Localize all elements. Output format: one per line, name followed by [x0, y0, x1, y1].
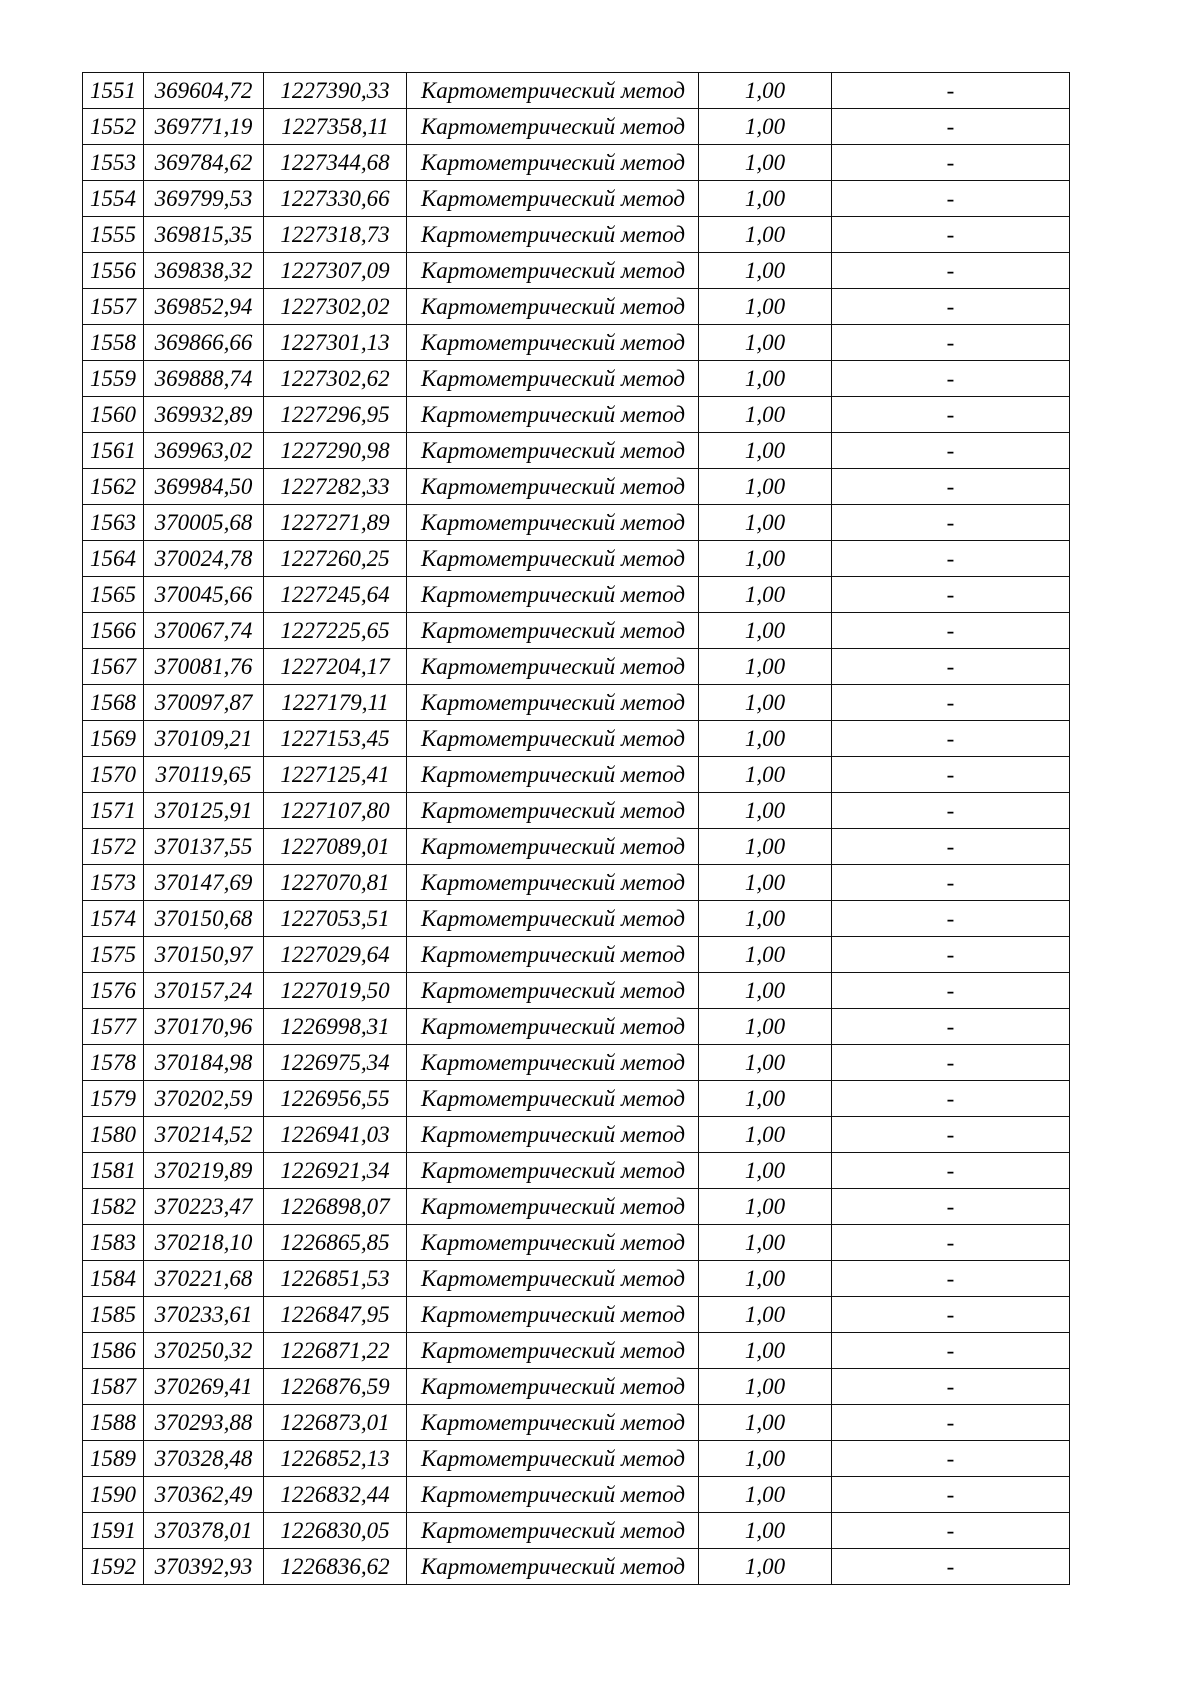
- table-row: [83, 397, 1070, 433]
- coordinate-x-cell: 370250,32: [144, 1333, 264, 1369]
- coordinate-y-cell: 1227271,89: [264, 505, 407, 541]
- description-cell: -: [832, 1081, 1070, 1117]
- coordinate-x-cell: 370362,49: [144, 1477, 264, 1513]
- description-cell: -: [832, 109, 1070, 145]
- coordinate-y-cell: 1226876,59: [264, 1369, 407, 1405]
- table-row: [83, 1261, 1070, 1297]
- method-cell: Картометрический метод: [407, 433, 699, 469]
- method-cell: Картометрический метод: [407, 1549, 699, 1585]
- point-number-cell: 1551: [83, 73, 144, 109]
- table-row: [83, 1009, 1070, 1045]
- precision-cell: 1,00: [699, 829, 832, 865]
- point-number-cell: 1583: [83, 1225, 144, 1261]
- coordinate-y-cell: 1227358,11: [264, 109, 407, 145]
- method-cell: Картометрический метод: [407, 253, 699, 289]
- point-number-cell: 1582: [83, 1189, 144, 1225]
- precision-cell: 1,00: [699, 109, 832, 145]
- coordinate-y-cell: 1226865,85: [264, 1225, 407, 1261]
- precision-cell: 1,00: [699, 1045, 832, 1081]
- description-cell: -: [832, 253, 1070, 289]
- precision-cell: 1,00: [699, 289, 832, 325]
- coordinate-x-cell: 369838,32: [144, 253, 264, 289]
- method-cell: Картометрический метод: [407, 1405, 699, 1441]
- precision-cell: 1,00: [699, 1477, 832, 1513]
- coordinate-x-cell: 370221,68: [144, 1261, 264, 1297]
- coordinate-y-cell: 1227245,64: [264, 577, 407, 613]
- point-number-cell: 1585: [83, 1297, 144, 1333]
- coordinate-x-cell: 370147,69: [144, 865, 264, 901]
- coordinate-y-cell: 1226975,34: [264, 1045, 407, 1081]
- coordinate-x-cell: 370269,41: [144, 1369, 264, 1405]
- coordinate-x-cell: 370119,65: [144, 757, 264, 793]
- table-row: [83, 109, 1070, 145]
- coordinate-y-cell: 1226921,34: [264, 1153, 407, 1189]
- point-number-cell: 1555: [83, 217, 144, 253]
- method-cell: Картометрический метод: [407, 1369, 699, 1405]
- coordinate-x-cell: 369888,74: [144, 361, 264, 397]
- precision-cell: 1,00: [699, 1369, 832, 1405]
- table-row: [83, 505, 1070, 541]
- coordinate-y-cell: 1226847,95: [264, 1297, 407, 1333]
- table-row: [83, 1477, 1070, 1513]
- coordinate-x-cell: 369866,66: [144, 325, 264, 361]
- method-cell: Картометрический метод: [407, 1477, 699, 1513]
- point-number-cell: 1561: [83, 433, 144, 469]
- coordinate-x-cell: 370005,68: [144, 505, 264, 541]
- method-cell: Картометрический метод: [407, 793, 699, 829]
- table-row: [83, 1297, 1070, 1333]
- description-cell: -: [832, 973, 1070, 1009]
- coordinates-table: [82, 72, 1070, 1585]
- table-row: [83, 1369, 1070, 1405]
- coordinate-x-cell: 370045,66: [144, 577, 264, 613]
- point-number-cell: 1569: [83, 721, 144, 757]
- point-number-cell: 1572: [83, 829, 144, 865]
- point-number-cell: 1562: [83, 469, 144, 505]
- method-cell: Картометрический метод: [407, 1513, 699, 1549]
- coordinate-y-cell: 1227290,98: [264, 433, 407, 469]
- point-number-cell: 1591: [83, 1513, 144, 1549]
- table-row: [83, 973, 1070, 1009]
- method-cell: Картометрический метод: [407, 73, 699, 109]
- method-cell: Картометрический метод: [407, 865, 699, 901]
- coordinate-y-cell: 1226941,03: [264, 1117, 407, 1153]
- coordinate-x-cell: 370202,59: [144, 1081, 264, 1117]
- table-row: [83, 1045, 1070, 1081]
- coordinate-y-cell: 1227260,25: [264, 541, 407, 577]
- coordinate-y-cell: 1227318,73: [264, 217, 407, 253]
- method-cell: Картометрический метод: [407, 1333, 699, 1369]
- point-number-cell: 1552: [83, 109, 144, 145]
- coordinate-x-cell: 370219,89: [144, 1153, 264, 1189]
- precision-cell: 1,00: [699, 1261, 832, 1297]
- point-number-cell: 1558: [83, 325, 144, 361]
- precision-cell: 1,00: [699, 685, 832, 721]
- table-row: [83, 433, 1070, 469]
- coordinate-y-cell: 1226851,53: [264, 1261, 407, 1297]
- method-cell: Картометрический метод: [407, 541, 699, 577]
- point-number-cell: 1580: [83, 1117, 144, 1153]
- point-number-cell: 1563: [83, 505, 144, 541]
- precision-cell: 1,00: [699, 1333, 832, 1369]
- table-row: [83, 1117, 1070, 1153]
- precision-cell: 1,00: [699, 217, 832, 253]
- precision-cell: 1,00: [699, 433, 832, 469]
- coordinate-y-cell: 1227302,02: [264, 289, 407, 325]
- method-cell: Картометрический метод: [407, 1153, 699, 1189]
- coordinate-x-cell: 370024,78: [144, 541, 264, 577]
- point-number-cell: 1575: [83, 937, 144, 973]
- description-cell: -: [832, 1477, 1070, 1513]
- table-row: [83, 1189, 1070, 1225]
- description-cell: -: [832, 1153, 1070, 1189]
- point-number-cell: 1587: [83, 1369, 144, 1405]
- coordinate-y-cell: 1227307,09: [264, 253, 407, 289]
- method-cell: Картометрический метод: [407, 901, 699, 937]
- point-number-cell: 1574: [83, 901, 144, 937]
- point-number-cell: 1578: [83, 1045, 144, 1081]
- description-cell: -: [832, 1189, 1070, 1225]
- description-cell: -: [832, 1225, 1070, 1261]
- table-row: [83, 253, 1070, 289]
- coordinate-y-cell: 1227204,17: [264, 649, 407, 685]
- table-row: [83, 469, 1070, 505]
- method-cell: Картометрический метод: [407, 973, 699, 1009]
- coordinate-x-cell: 369784,62: [144, 145, 264, 181]
- coordinate-y-cell: 1227301,13: [264, 325, 407, 361]
- description-cell: -: [832, 325, 1070, 361]
- point-number-cell: 1559: [83, 361, 144, 397]
- coordinate-y-cell: 1226832,44: [264, 1477, 407, 1513]
- description-cell: -: [832, 361, 1070, 397]
- description-cell: -: [832, 397, 1070, 433]
- point-number-cell: 1560: [83, 397, 144, 433]
- description-cell: -: [832, 1117, 1070, 1153]
- description-cell: -: [832, 1513, 1070, 1549]
- table-row: [83, 613, 1070, 649]
- precision-cell: 1,00: [699, 577, 832, 613]
- coordinate-x-cell: 370233,61: [144, 1297, 264, 1333]
- description-cell: -: [832, 1549, 1070, 1585]
- point-number-cell: 1554: [83, 181, 144, 217]
- coordinate-x-cell: 369932,89: [144, 397, 264, 433]
- table-row: [83, 1333, 1070, 1369]
- table-row: [83, 73, 1070, 109]
- description-cell: -: [832, 433, 1070, 469]
- precision-cell: 1,00: [699, 973, 832, 1009]
- precision-cell: 1,00: [699, 793, 832, 829]
- table-row: [83, 325, 1070, 361]
- coordinate-y-cell: 1226873,01: [264, 1405, 407, 1441]
- coordinate-x-cell: 370125,91: [144, 793, 264, 829]
- coordinate-y-cell: 1227153,45: [264, 721, 407, 757]
- description-cell: -: [832, 1261, 1070, 1297]
- precision-cell: 1,00: [699, 1405, 832, 1441]
- description-cell: -: [832, 505, 1070, 541]
- coordinate-y-cell: 1227029,64: [264, 937, 407, 973]
- coordinate-y-cell: 1227179,11: [264, 685, 407, 721]
- coordinate-x-cell: 370378,01: [144, 1513, 264, 1549]
- coordinate-y-cell: 1226898,07: [264, 1189, 407, 1225]
- precision-cell: 1,00: [699, 1441, 832, 1477]
- description-cell: -: [832, 1045, 1070, 1081]
- point-number-cell: 1589: [83, 1441, 144, 1477]
- coordinate-y-cell: 1227282,33: [264, 469, 407, 505]
- coordinate-x-cell: 370184,98: [144, 1045, 264, 1081]
- method-cell: Картометрический метод: [407, 577, 699, 613]
- description-cell: -: [832, 181, 1070, 217]
- description-cell: -: [832, 1441, 1070, 1477]
- coordinate-x-cell: 370150,97: [144, 937, 264, 973]
- description-cell: -: [832, 937, 1070, 973]
- precision-cell: 1,00: [699, 1549, 832, 1585]
- coordinate-x-cell: 370150,68: [144, 901, 264, 937]
- table-row: [83, 289, 1070, 325]
- description-cell: -: [832, 649, 1070, 685]
- coordinate-y-cell: 1227107,80: [264, 793, 407, 829]
- coordinate-x-cell: 370097,87: [144, 685, 264, 721]
- table-row: [83, 721, 1070, 757]
- precision-cell: 1,00: [699, 1081, 832, 1117]
- point-number-cell: 1584: [83, 1261, 144, 1297]
- precision-cell: 1,00: [699, 937, 832, 973]
- coordinate-y-cell: 1227070,81: [264, 865, 407, 901]
- description-cell: -: [832, 469, 1070, 505]
- description-cell: -: [832, 829, 1070, 865]
- table-row: [83, 901, 1070, 937]
- coordinates-table-body: [83, 73, 1070, 1585]
- method-cell: Картометрический метод: [407, 505, 699, 541]
- table-row: [83, 217, 1070, 253]
- precision-cell: 1,00: [699, 1189, 832, 1225]
- coordinate-x-cell: 370218,10: [144, 1225, 264, 1261]
- coordinate-x-cell: 370293,88: [144, 1405, 264, 1441]
- table-row: [83, 1081, 1070, 1117]
- table-row: [83, 937, 1070, 973]
- point-number-cell: 1592: [83, 1549, 144, 1585]
- coordinate-y-cell: 1226830,05: [264, 1513, 407, 1549]
- coordinate-x-cell: 370223,47: [144, 1189, 264, 1225]
- method-cell: Картометрический метод: [407, 397, 699, 433]
- description-cell: -: [832, 865, 1070, 901]
- description-cell: -: [832, 1009, 1070, 1045]
- description-cell: -: [832, 793, 1070, 829]
- table-row: [83, 1513, 1070, 1549]
- coordinate-x-cell: 370137,55: [144, 829, 264, 865]
- coordinate-y-cell: 1226871,22: [264, 1333, 407, 1369]
- coordinate-x-cell: 370067,74: [144, 613, 264, 649]
- method-cell: Картометрический метод: [407, 613, 699, 649]
- point-number-cell: 1581: [83, 1153, 144, 1189]
- method-cell: Картометрический метод: [407, 1189, 699, 1225]
- table-row: [83, 757, 1070, 793]
- coordinate-y-cell: 1227225,65: [264, 613, 407, 649]
- method-cell: Картометрический метод: [407, 1117, 699, 1153]
- coordinate-x-cell: 370392,93: [144, 1549, 264, 1585]
- table-row: [83, 865, 1070, 901]
- method-cell: Картометрический метод: [407, 1045, 699, 1081]
- description-cell: -: [832, 217, 1070, 253]
- precision-cell: 1,00: [699, 649, 832, 685]
- table-row: [83, 649, 1070, 685]
- precision-cell: 1,00: [699, 757, 832, 793]
- method-cell: Картометрический метод: [407, 721, 699, 757]
- coordinate-y-cell: 1226956,55: [264, 1081, 407, 1117]
- point-number-cell: 1565: [83, 577, 144, 613]
- method-cell: Картометрический метод: [407, 829, 699, 865]
- table-row: [83, 685, 1070, 721]
- precision-cell: 1,00: [699, 73, 832, 109]
- coordinate-x-cell: 370170,96: [144, 1009, 264, 1045]
- coordinate-y-cell: 1226836,62: [264, 1549, 407, 1585]
- coordinate-y-cell: 1227053,51: [264, 901, 407, 937]
- method-cell: Картометрический метод: [407, 1225, 699, 1261]
- description-cell: -: [832, 1405, 1070, 1441]
- point-number-cell: 1573: [83, 865, 144, 901]
- coordinate-y-cell: 1227019,50: [264, 973, 407, 1009]
- table-row: [83, 829, 1070, 865]
- coordinate-x-cell: 370109,21: [144, 721, 264, 757]
- method-cell: Картометрический метод: [407, 1297, 699, 1333]
- coordinate-y-cell: 1227330,66: [264, 181, 407, 217]
- coordinate-y-cell: 1227390,33: [264, 73, 407, 109]
- coordinate-x-cell: 370157,24: [144, 973, 264, 1009]
- precision-cell: 1,00: [699, 541, 832, 577]
- precision-cell: 1,00: [699, 1225, 832, 1261]
- method-cell: Картометрический метод: [407, 1081, 699, 1117]
- coordinate-y-cell: 1227344,68: [264, 145, 407, 181]
- point-number-cell: 1570: [83, 757, 144, 793]
- point-number-cell: 1579: [83, 1081, 144, 1117]
- description-cell: -: [832, 577, 1070, 613]
- coordinate-y-cell: 1227089,01: [264, 829, 407, 865]
- coordinate-x-cell: 370328,48: [144, 1441, 264, 1477]
- coordinate-x-cell: 370081,76: [144, 649, 264, 685]
- method-cell: Картометрический метод: [407, 361, 699, 397]
- method-cell: Картометрический метод: [407, 1441, 699, 1477]
- precision-cell: 1,00: [699, 145, 832, 181]
- coordinate-y-cell: 1227302,62: [264, 361, 407, 397]
- point-number-cell: 1556: [83, 253, 144, 289]
- table-row: [83, 1153, 1070, 1189]
- table-row: [83, 361, 1070, 397]
- precision-cell: 1,00: [699, 505, 832, 541]
- precision-cell: 1,00: [699, 1297, 832, 1333]
- coordinate-x-cell: 369799,53: [144, 181, 264, 217]
- method-cell: Картометрический метод: [407, 1261, 699, 1297]
- precision-cell: 1,00: [699, 1153, 832, 1189]
- coordinate-y-cell: 1226998,31: [264, 1009, 407, 1045]
- description-cell: -: [832, 757, 1070, 793]
- precision-cell: 1,00: [699, 1009, 832, 1045]
- point-number-cell: 1557: [83, 289, 144, 325]
- table-row: [83, 577, 1070, 613]
- method-cell: Картометрический метод: [407, 685, 699, 721]
- method-cell: Картометрический метод: [407, 649, 699, 685]
- table-row: [83, 1549, 1070, 1585]
- coordinate-x-cell: 369984,50: [144, 469, 264, 505]
- table-row: [83, 1225, 1070, 1261]
- coordinate-x-cell: 369604,72: [144, 73, 264, 109]
- method-cell: Картометрический метод: [407, 1009, 699, 1045]
- description-cell: -: [832, 145, 1070, 181]
- point-number-cell: 1590: [83, 1477, 144, 1513]
- precision-cell: 1,00: [699, 721, 832, 757]
- method-cell: Картометрический метод: [407, 325, 699, 361]
- precision-cell: 1,00: [699, 397, 832, 433]
- description-cell: -: [832, 1333, 1070, 1369]
- point-number-cell: 1586: [83, 1333, 144, 1369]
- description-cell: -: [832, 685, 1070, 721]
- precision-cell: 1,00: [699, 361, 832, 397]
- method-cell: Картометрический метод: [407, 109, 699, 145]
- coordinate-y-cell: 1227125,41: [264, 757, 407, 793]
- method-cell: Картометрический метод: [407, 217, 699, 253]
- method-cell: Картометрический метод: [407, 469, 699, 505]
- point-number-cell: 1588: [83, 1405, 144, 1441]
- description-cell: -: [832, 1297, 1070, 1333]
- method-cell: Картометрический метод: [407, 289, 699, 325]
- coordinate-y-cell: 1226852,13: [264, 1441, 407, 1477]
- method-cell: Картометрический метод: [407, 757, 699, 793]
- method-cell: Картометрический метод: [407, 181, 699, 217]
- table-row: [83, 181, 1070, 217]
- precision-cell: 1,00: [699, 901, 832, 937]
- point-number-cell: 1577: [83, 1009, 144, 1045]
- precision-cell: 1,00: [699, 325, 832, 361]
- description-cell: -: [832, 901, 1070, 937]
- description-cell: -: [832, 721, 1070, 757]
- coordinate-x-cell: 370214,52: [144, 1117, 264, 1153]
- point-number-cell: 1564: [83, 541, 144, 577]
- table-row: [83, 1441, 1070, 1477]
- method-cell: Картометрический метод: [407, 937, 699, 973]
- coordinate-x-cell: 369815,35: [144, 217, 264, 253]
- coordinate-y-cell: 1227296,95: [264, 397, 407, 433]
- point-number-cell: 1566: [83, 613, 144, 649]
- precision-cell: 1,00: [699, 253, 832, 289]
- method-cell: Картометрический метод: [407, 145, 699, 181]
- point-number-cell: 1568: [83, 685, 144, 721]
- description-cell: -: [832, 541, 1070, 577]
- description-cell: -: [832, 289, 1070, 325]
- coordinate-x-cell: 369963,02: [144, 433, 264, 469]
- precision-cell: 1,00: [699, 865, 832, 901]
- description-cell: -: [832, 1369, 1070, 1405]
- table-row: [83, 793, 1070, 829]
- precision-cell: 1,00: [699, 469, 832, 505]
- table-row: [83, 1405, 1070, 1441]
- table-row: [83, 145, 1070, 181]
- table-row: [83, 541, 1070, 577]
- coordinate-x-cell: 369852,94: [144, 289, 264, 325]
- point-number-cell: 1567: [83, 649, 144, 685]
- precision-cell: 1,00: [699, 1117, 832, 1153]
- point-number-cell: 1576: [83, 973, 144, 1009]
- precision-cell: 1,00: [699, 613, 832, 649]
- description-cell: -: [832, 73, 1070, 109]
- point-number-cell: 1553: [83, 145, 144, 181]
- point-number-cell: 1571: [83, 793, 144, 829]
- precision-cell: 1,00: [699, 181, 832, 217]
- description-cell: -: [832, 613, 1070, 649]
- precision-cell: 1,00: [699, 1513, 832, 1549]
- coordinate-x-cell: 369771,19: [144, 109, 264, 145]
